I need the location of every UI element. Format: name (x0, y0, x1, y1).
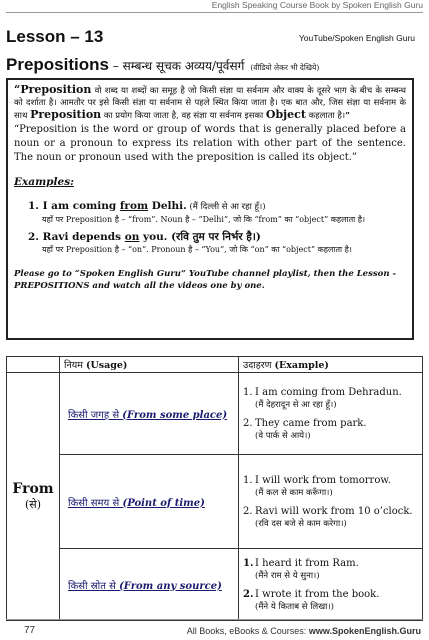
youtube-channel: YouTube/Spoken English Guru (298, 33, 415, 43)
example-1: 1. I am coming from Delhi. (मैं दिल्ली से आ रहा हूँ।) (28, 200, 266, 212)
usage-place: किसी जगह से (From some place) (60, 373, 239, 455)
footer-site-link[interactable]: www.SpokenEnglish.Guru (308, 626, 421, 636)
table-row (7, 373, 423, 455)
hindi-intro: “Preposition वो शब्द या शब्दों का समूह है जो किसी संज्ञा या सर्वनाम और वाक्य के दूसरे भाग के बीच के सम्बन्ध को दर्शाता है। आमतौर पर इसे किसी संज्ञा या सर्वनाम से पहले स्थित किया जाता है। एक बात और, जिस संज्ञा या सर्वनाम के साथ Preposition का प्रयोग किया जाता है, वह संज्ञा या सर्वनाम इसका Object कहलाता है।” (14, 83, 406, 121)
table-header-row (7, 357, 423, 373)
page-title (6, 55, 319, 75)
header-empty (7, 357, 60, 373)
word-from: From (12, 481, 54, 497)
footer-divider (6, 619, 423, 620)
list-item: 2. Ravi will work from 10 o’clock. (रवि दस बजे से काम करेगा।) (243, 505, 413, 529)
header-usage: नियम (Usage) (60, 357, 239, 373)
title-hindi: – सम्बन्ध सूचक अव्यय/पूर्वसर्ग (108, 59, 245, 73)
examples-time (239, 455, 423, 549)
playlist-note: Please go to “Spoken English Guru” YouTube channel playlist, then the Lesson - PREPOSITIONS and watch all the videos one by one. (14, 269, 396, 291)
list-item: 1. I am coming from Dehradun. (मैं देहरादून से आ रहा हूँ।) (243, 386, 402, 410)
word-hindi: (से) (24, 498, 42, 511)
list-item: 1. I heard it from Ram. (मैंने राम से ये सुना।) (243, 557, 359, 581)
list-item: 2. They came from park. (वे पार्क से आये।) (243, 417, 367, 441)
usage-time: किसी समय से (Point of time) (60, 455, 239, 549)
title-video-note: (वीडियो लेकर भी देखिये) (250, 63, 320, 72)
examples-place (239, 373, 423, 455)
table-row (7, 549, 423, 621)
examples-heading: Examples: (14, 176, 74, 188)
word-cell (7, 373, 60, 621)
page-number: 77 (24, 625, 36, 636)
list-item: 2. I wrote it from the book. (मैंने ये किताब से लिखा।) (243, 588, 380, 612)
book-title-header: English Speaking Course Book by Spoken English Guru (211, 0, 423, 10)
table-row (7, 455, 423, 549)
examples-source (239, 549, 423, 621)
lesson-label: Lesson – 13 (6, 27, 104, 46)
english-definition: “Preposition is the word or group of words that is generally placed before a noun or a pronoun to express its relation with other part of the sentence. The noun or pronoun used with the preposition is called its object.” (14, 124, 406, 163)
header-divider (6, 12, 423, 13)
definition-box (6, 78, 414, 340)
example-2: 2. Ravi depends on you. (रवि तुम पर निर्भर है।) (28, 231, 261, 243)
example-2-note: यहाँ पर Preposition है – “on”. Pronoun है – “You”, जो कि “on” का “object” कहलाता है। (42, 245, 352, 254)
example-1-note: यहाँ पर Preposition है – “from”. Noun है – “Delhi”, जो कि “from” का “object” कहलाता है। (42, 215, 366, 224)
header-example: उदाहरण (Example) (239, 357, 423, 373)
footer-text: All Books, eBooks & Courses: www.SpokenEnglish.Guru (186, 626, 421, 636)
list-item: 1. I will work from tomorrow. (मैं कल से काम करूँगा।) (243, 474, 391, 498)
usage-source: किसी स्रोत से (From any source) (60, 549, 239, 621)
title-english: Prepositions (6, 55, 109, 74)
usage-table (6, 356, 423, 621)
